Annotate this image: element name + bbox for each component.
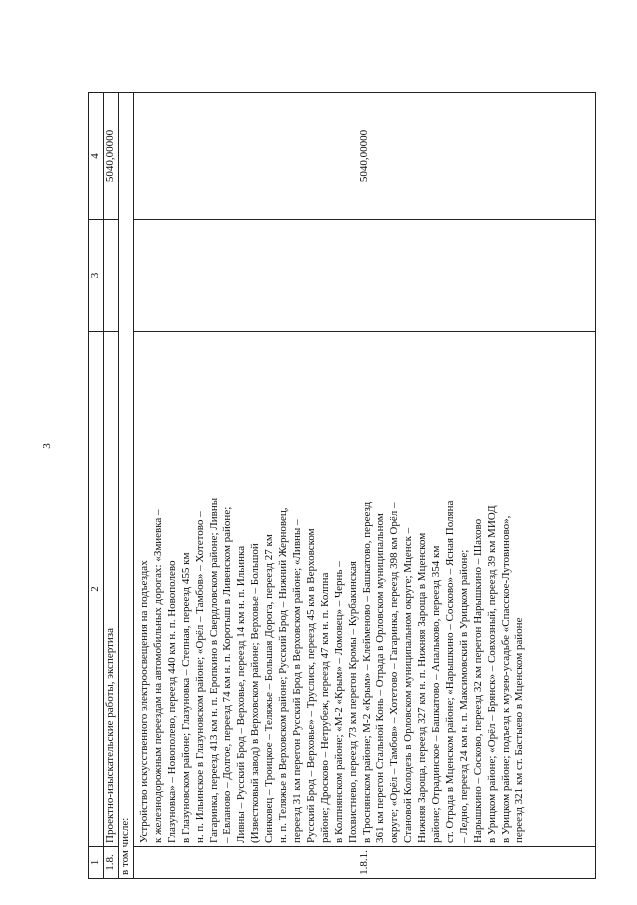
including-label: в том числе: bbox=[119, 93, 134, 879]
header-cell-4: 4 bbox=[89, 93, 104, 220]
row-col3 bbox=[104, 220, 119, 332]
page-number: 3 bbox=[41, 443, 53, 449]
row-value: 5040,00000 bbox=[134, 93, 596, 220]
row-description bbox=[134, 332, 596, 847]
budget-table bbox=[88, 92, 596, 879]
header-cell-3: 3 bbox=[89, 220, 104, 332]
header-cell-1: 1 bbox=[89, 847, 104, 879]
table-header-row bbox=[89, 93, 104, 879]
description-text: Устройство искусственного электроосвещения на подъездах к железнодорожным переездам на автомобильных дорогах: «Змиевка – Глазуновка» – Новополево, переезд 440 км н. п. Новополево в Глазуновском районе; Глазуновка – Степная, переезд 455 км н. п. Ильинское в Глазуновском районе; «Орёл – Тамбов» – Хотетово – Гагаринка, переезд 413 км н. п. Еропкино в Свердловском районе; Ливны – Евланово – Долгое, переезд 74 км н. п. Коротыш в Ливенском районе; Ливны – Русский Брод – Верховье, переезд 14 км н. п. Ильинка (Известковый завод) в Верховском районе; Верховье – Большой Синковец – Троицкое – Теляжье – Большая Дорога, переезд 27 км н. п. Теляжье в Верховском районе; Русский Брод – Нижний Жерновец, переезд 31 км перегон Русский Брод в Верховском районе; «Ливны – Русский Брод – Верховье» – Труслиск, переезд 45 км в Верховском районе; Дросково – Нетрубеж, переезд 47 км н. п. Колпна в Колпнянском районе; «М-2 «Крым» – Ломовец» – Чернь – Похвистнево, переезд 73 км перегон Кромы – Курбакинская в Троснянском районе; М-2 «Крым» – Клейменово – Башкатово, переезд 361 км перегон Стальной Конь – Отрада в Орловском муниципальном округе; «Орёл – Тамбов» – Хотетово – Гагаринка, переезд 398 км Орёл – Становой Колодезь в Орловском муниципальном округе; Мценск – Нижняя Зароща, переезд 327 км н. п. Нижняя Зароща в Мценском районе; Отрадинское – Башкатово – Апальково, переезд 354 км ст. Отрада в Мценском районе; «Нарышкино – Сосково» – Ясная Поляна – Ледно, переезд 24 км н. п. Максимовский в Урицком районе; Нарышкино – Сосково, переезд 32 км перегон Нарышкино – Шахово в Урицком районе; «Орёл – Брянск» – Совхозный, переезд 39 км МИОД в Урицком районе; подъезд к музею-усадьбе «Спасское-Лутовиново», переезд 321 км ст. Бастыево в Мценском районе bbox=[138, 497, 526, 843]
rotated-table-inner bbox=[88, 93, 596, 879]
header-cell-2: 2 bbox=[89, 332, 104, 847]
row-number: 1.8.1. bbox=[134, 847, 596, 879]
table-row-1-8-1 bbox=[134, 93, 596, 879]
row-value: 5040,00000 bbox=[104, 93, 119, 220]
row-number: 1.8. bbox=[104, 847, 119, 879]
rotated-table-container bbox=[88, 93, 596, 879]
table-row-1-8 bbox=[104, 93, 119, 879]
row-name: Проектно-изыскательские работы, экспертиза bbox=[104, 332, 119, 847]
table-row-including bbox=[119, 93, 134, 879]
row-col3 bbox=[134, 220, 596, 332]
